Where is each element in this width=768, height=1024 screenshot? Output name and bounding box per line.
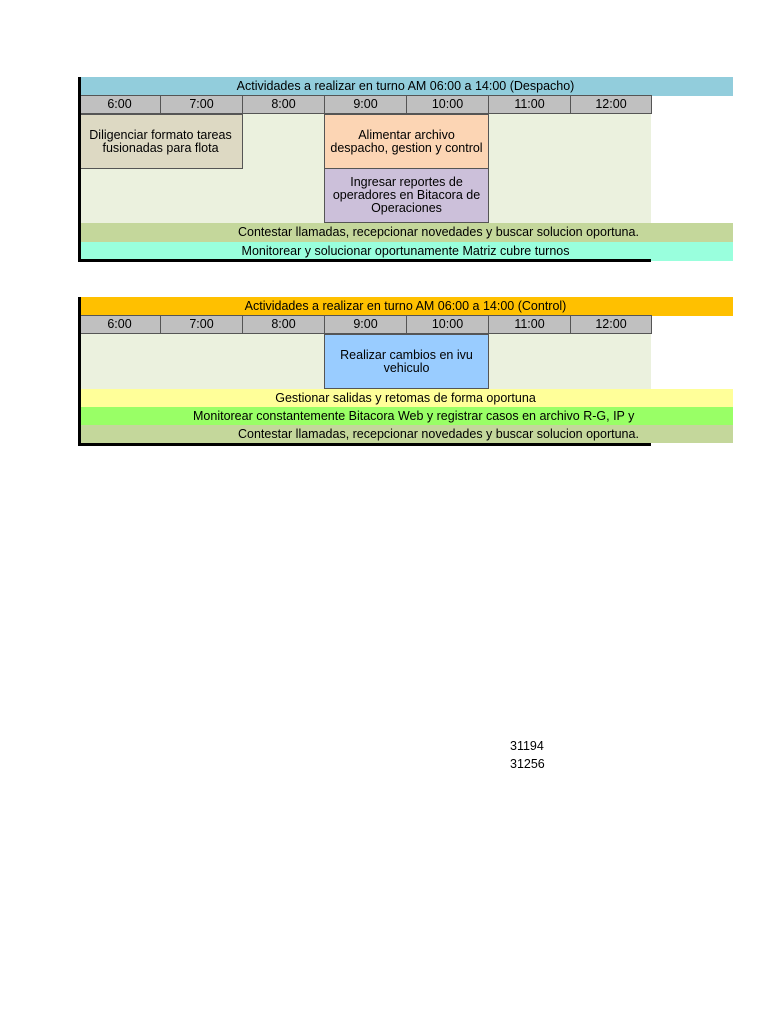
row-monitorear-matriz: Monitorear y solucionar oportunamente Matriz cubre turnos <box>78 242 733 261</box>
hour-9: 9:00 <box>324 95 407 114</box>
hour-6: 6:00 <box>78 95 161 114</box>
despacho-left-border <box>78 77 81 262</box>
task-alimentar-archivo: Alimentar archivo despacho, gestion y control <box>324 114 489 169</box>
row-contestar-llamadas: Contestar llamadas, recepcionar novedades y buscar solucion oportuna. <box>78 223 733 242</box>
hour-8: 8:00 <box>242 315 325 334</box>
hour-11: 11:00 <box>488 315 571 334</box>
hour-7: 7:00 <box>160 315 243 334</box>
hour-8: 8:00 <box>242 95 325 114</box>
despacho-title: Actividades a realizar en turno AM 06:00 a 14:00 (Despacho) <box>78 77 733 96</box>
task-ingresar-reportes: Ingresar reportes de operadores en Bitacora de Operaciones <box>324 168 489 223</box>
despacho-schedule <box>78 77 768 262</box>
control-schedule <box>78 297 768 446</box>
control-title: Actividades a realizar en turno AM 06:00 a 14:00 (Control) <box>78 297 733 316</box>
hour-10: 10:00 <box>406 95 489 114</box>
despacho-bottom-border <box>78 259 651 262</box>
control-bottom-border <box>78 443 651 446</box>
control-left-border <box>78 297 81 446</box>
task-diligenciar-formato: Diligenciar formato tareas fusionadas para flota <box>78 114 243 169</box>
number-1: 31194 <box>510 739 544 753</box>
row-monitorear-bitacora: Monitorear constantemente Bitacora Web y registrar casos en archivo R-G, IP y <box>78 407 733 425</box>
hour-6: 6:00 <box>78 315 161 334</box>
row-gestionar-salidas: Gestionar salidas y retomas de forma oportuna <box>78 389 733 407</box>
hour-10: 10:00 <box>406 315 489 334</box>
hour-12: 12:00 <box>570 315 652 334</box>
hour-7: 7:00 <box>160 95 243 114</box>
row-contestar-llamadas: Contestar llamadas, recepcionar novedades y buscar solucion oportuna. <box>78 425 733 443</box>
task-realizar-cambios: Realizar cambios en ivu vehiculo <box>324 334 489 389</box>
hour-12: 12:00 <box>570 95 652 114</box>
hour-9: 9:00 <box>324 315 407 334</box>
hour-11: 11:00 <box>488 95 571 114</box>
number-2: 31256 <box>510 757 545 771</box>
